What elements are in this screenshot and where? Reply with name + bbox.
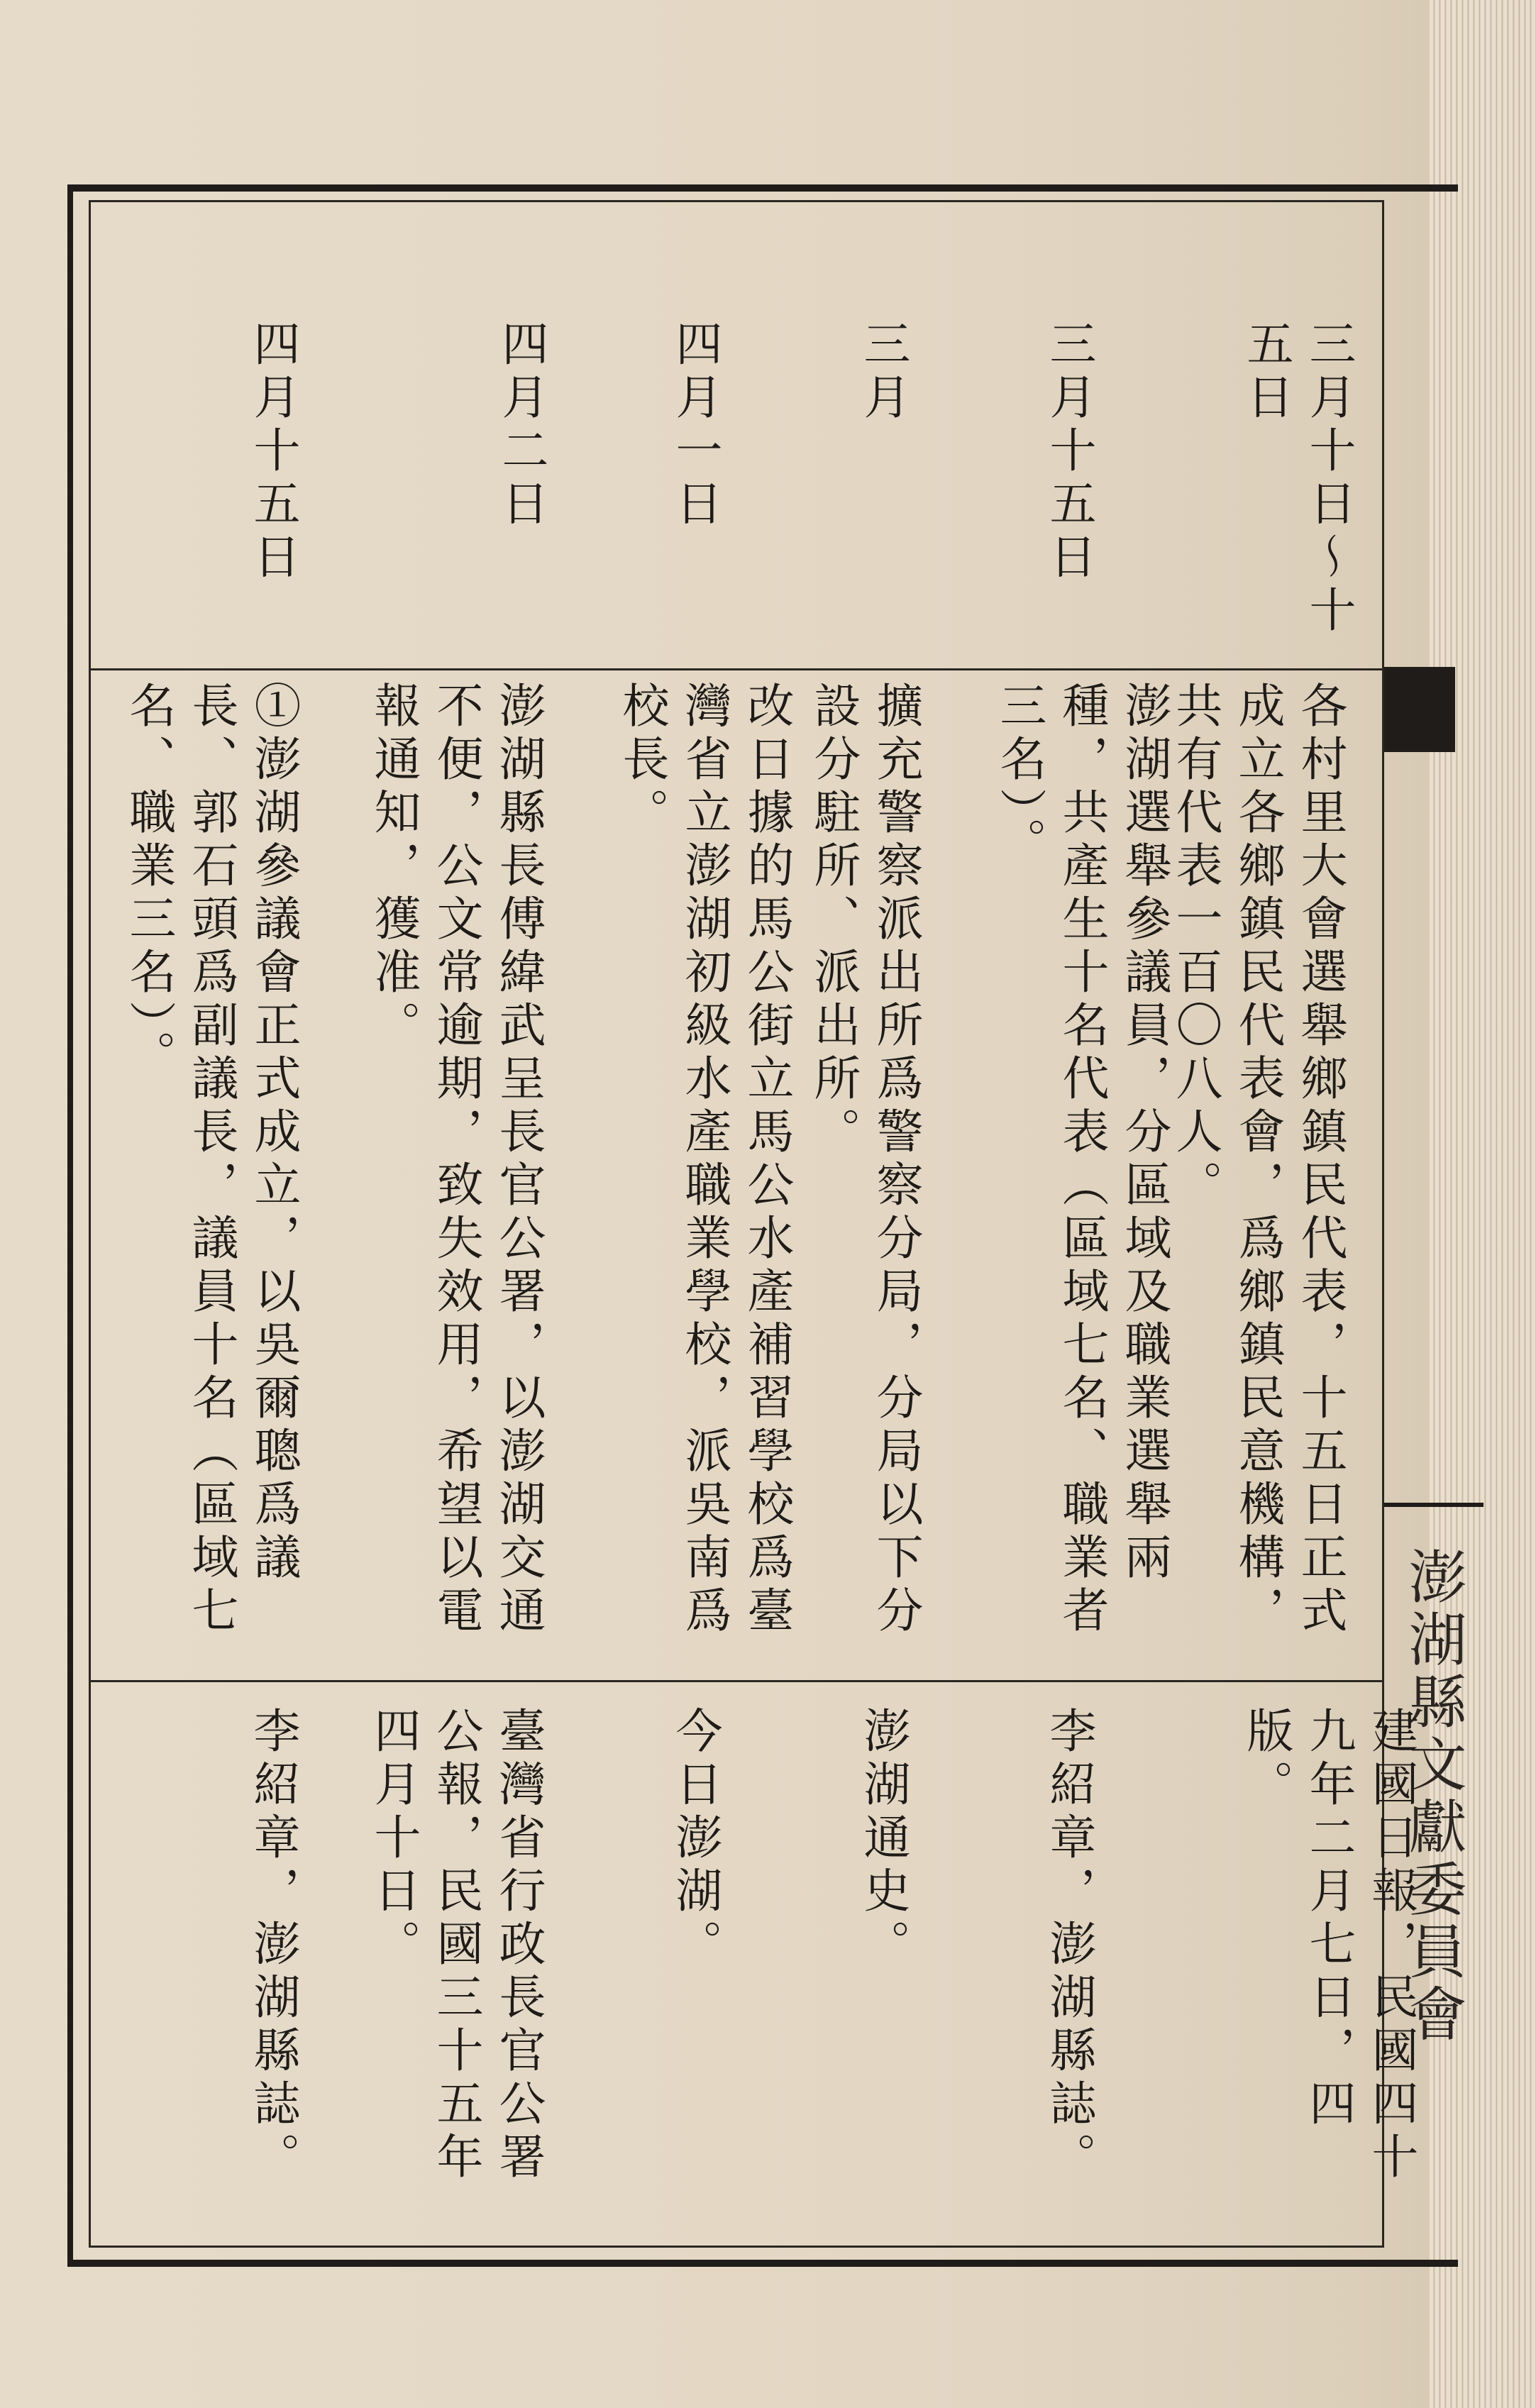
entry-source: 澎湖通史。: [856, 1706, 910, 1972]
entry-source: 今日澎湖。: [668, 1706, 722, 1972]
entry-date: 四月一日: [668, 319, 722, 532]
spine-band-line: [1384, 1503, 1483, 1507]
spine-title: 澎湖縣文獻委員會: [1399, 1547, 1466, 2046]
entry-date: 三月: [856, 319, 910, 426]
entry-date: 四月二日: [494, 319, 548, 532]
entry-source: 建國日報，民國四十九年二月七日，四版。: [1239, 1706, 1418, 2185]
entry-event: 各村里大會選舉鄉鎮民代表，十五日正式成立各鄉鎮民代表會，爲鄉鎮民意機構，共有代表一百〇八人。: [1168, 681, 1347, 1639]
entry-date: 四月十五日: [245, 319, 300, 585]
entry-date: 三月十日～十五日: [1239, 319, 1356, 639]
entry-event: 澎湖選舉參議員，分區域及職業選舉兩種，共產生十名代表（區域七名、職業者三名）。: [992, 681, 1171, 1639]
entry-source: 李紹章，澎湖縣誌。: [245, 1706, 300, 2185]
spine-band: [1384, 667, 1455, 752]
entry-source: 臺灣省行政長官公署公報，民國三十五年四月十日。: [366, 1706, 546, 2185]
divider-event-source: [91, 1680, 1382, 1682]
entry-event: 擴充警察派出所爲警察分局，分局以下分設分駐所、派出所。: [806, 681, 923, 1639]
entry-event: 改日據的馬公街立馬公水產補習學校爲臺灣省立澎湖初級水產職業學校，派吳南爲校長。: [614, 681, 794, 1639]
entry-event: 澎湖縣長傅緯武呈長官公署，以澎湖交通不便，公文常逾期，致失效用，希望以電報通知，獲准。: [366, 681, 546, 1639]
entry-date: 三月十五日: [1042, 319, 1096, 585]
entry-source: 李紹章，澎湖縣誌。: [1042, 1706, 1096, 2185]
entry-event: ①澎湖參議會正式成立，以吳爾聰爲議長、郭石頭爲副議長，議員十名（區域七名、職業三名）。: [121, 681, 301, 1639]
